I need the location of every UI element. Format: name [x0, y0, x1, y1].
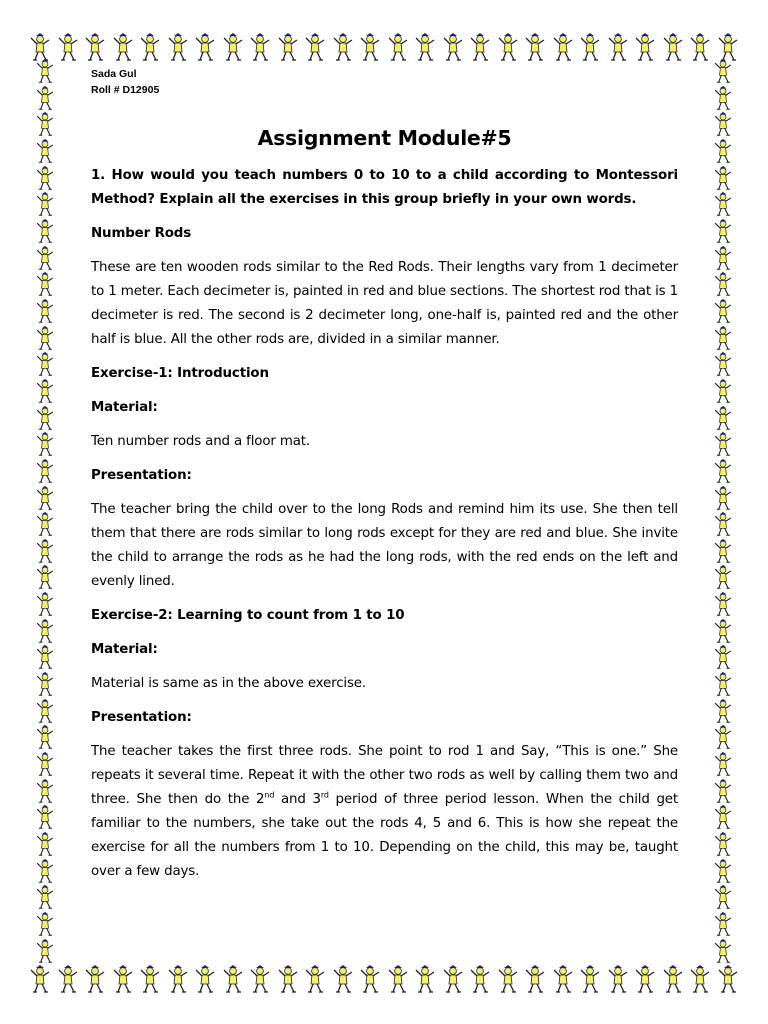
cartoon-figure-icon	[34, 804, 56, 830]
presentation-part2: and 3	[274, 792, 321, 807]
cartoon-figure-icon	[34, 431, 56, 457]
exercise1-presentation-text: The teacher bring the child over to the long Rods and remind him its use. She then tell them that there are rods similar to long rods except for they are red and blue. She invite the child to arrange the rods as he had the long rods, with the red ends on the left and evenly lined.	[91, 502, 678, 589]
cartoon-figure-icon	[34, 564, 56, 590]
superscript-nd: nd	[264, 790, 275, 800]
cartoon-figure-icon	[138, 32, 162, 62]
cartoon-figure-icon	[712, 111, 734, 137]
exercise2-presentation-text	[91, 740, 678, 884]
cartoon-figure-icon	[221, 964, 245, 994]
cartoon-figure-icon	[712, 351, 734, 377]
cartoon-figure-icon	[386, 964, 410, 994]
exercise1-material-label: Material:	[91, 400, 158, 415]
exercise1-material-text: Ten number rods and a floor mat.	[91, 434, 310, 449]
cartoon-figure-icon	[34, 751, 56, 777]
cartoon-figure-icon	[712, 564, 734, 590]
cartoon-figure-icon	[712, 85, 734, 111]
border-right	[708, 58, 738, 964]
cartoon-figure-icon	[551, 964, 575, 994]
cartoon-figure-icon	[166, 32, 190, 62]
cartoon-figure-icon	[712, 245, 734, 271]
cartoon-figure-icon	[34, 884, 56, 910]
cartoon-figure-icon	[303, 964, 327, 994]
cartoon-figure-icon	[83, 32, 107, 62]
cartoon-figure-icon	[248, 964, 272, 994]
cartoon-figure-icon	[712, 884, 734, 910]
cartoon-figure-icon	[441, 964, 465, 994]
cartoon-figure-icon	[34, 458, 56, 484]
cartoon-figure-icon	[386, 32, 410, 62]
cartoon-figure-icon	[34, 778, 56, 804]
border-top	[28, 30, 740, 64]
cartoon-figure-icon	[712, 804, 734, 830]
cartoon-figure-icon	[34, 511, 56, 537]
cartoon-figure-icon	[712, 538, 734, 564]
cartoon-figure-icon	[34, 298, 56, 324]
cartoon-figure-icon	[578, 32, 602, 62]
cartoon-figure-icon	[712, 644, 734, 670]
cartoon-figure-icon	[633, 964, 657, 994]
cartoon-figure-icon	[712, 751, 734, 777]
cartoon-figure-icon	[276, 964, 300, 994]
cartoon-figure-icon	[468, 964, 492, 994]
cartoon-figure-icon	[712, 218, 734, 244]
cartoon-figure-icon	[712, 778, 734, 804]
cartoon-figure-icon	[34, 831, 56, 857]
cartoon-figure-icon	[712, 511, 734, 537]
cartoon-figure-icon	[712, 165, 734, 191]
cartoon-figure-icon	[193, 32, 217, 62]
presentation-part1: The teacher takes the first three rods. She point to rod 1 and Say, “This is one.” She repeats it several time. Repeat it with the other two rods as well by calling them two and three. She then do the 2	[91, 744, 678, 807]
intro-paragraph: These are ten wooden rods similar to the Red Rods. Their lengths vary from 1 decimeter to 1 meter. Each decimeter is, painted in red and blue sections. The shortest rod that is 1 decimeter is red. The second is 2 decimeter long, one-half is, painted red and the other half is blue. All the other rods are, divided in a similar manner.	[91, 260, 678, 347]
cartoon-figure-icon	[712, 938, 734, 964]
cartoon-figure-icon	[712, 58, 734, 84]
cartoon-figure-icon	[661, 32, 685, 62]
cartoon-figure-icon	[712, 298, 734, 324]
cartoon-figure-icon	[111, 964, 135, 994]
cartoon-figure-icon	[716, 964, 740, 994]
cartoon-figure-icon	[413, 964, 437, 994]
cartoon-figure-icon	[34, 538, 56, 564]
superscript-rd: rd	[320, 790, 329, 800]
cartoon-figure-icon	[712, 591, 734, 617]
cartoon-figure-icon	[34, 485, 56, 511]
cartoon-figure-icon	[34, 644, 56, 670]
section-heading: Number Rods	[91, 226, 192, 241]
cartoon-figure-icon	[34, 325, 56, 351]
cartoon-figure-icon	[34, 165, 56, 191]
cartoon-figure-icon	[606, 964, 630, 994]
cartoon-figure-icon	[712, 431, 734, 457]
exercise2-presentation-label: Presentation:	[91, 710, 192, 725]
cartoon-figure-icon	[276, 32, 300, 62]
cartoon-figure-icon	[578, 964, 602, 994]
cartoon-figure-icon	[248, 32, 272, 62]
cartoon-figure-icon	[661, 964, 685, 994]
cartoon-figure-icon	[633, 32, 657, 62]
cartoon-figure-icon	[34, 405, 56, 431]
cartoon-figure-icon	[712, 911, 734, 937]
cartoon-figure-icon	[523, 964, 547, 994]
question: 1. How would you teach numbers 0 to 10 to a child according to Montessori Method? Explain all the exercises in this group briefly in your own words.	[91, 168, 678, 207]
cartoon-figure-icon	[193, 964, 217, 994]
cartoon-figure-icon	[34, 724, 56, 750]
exercise1-presentation-label: Presentation:	[91, 468, 192, 483]
cartoon-figure-icon	[688, 964, 712, 994]
cartoon-figure-icon	[34, 111, 56, 137]
document-body	[91, 66, 678, 894]
cartoon-figure-icon	[34, 938, 56, 964]
cartoon-figure-icon	[34, 858, 56, 884]
cartoon-figure-icon	[358, 32, 382, 62]
cartoon-figure-icon	[712, 378, 734, 404]
cartoon-figure-icon	[551, 32, 575, 62]
cartoon-figure-icon	[34, 85, 56, 111]
cartoon-figure-icon	[34, 378, 56, 404]
cartoon-figure-icon	[468, 32, 492, 62]
cartoon-figure-icon	[606, 32, 630, 62]
cartoon-figure-icon	[712, 618, 734, 644]
cartoon-figure-icon	[712, 831, 734, 857]
cartoon-figure-icon	[34, 671, 56, 697]
cartoon-figure-icon	[111, 32, 135, 62]
cartoon-figure-icon	[496, 964, 520, 994]
cartoon-figure-icon	[56, 964, 80, 994]
cartoon-figure-icon	[712, 191, 734, 217]
cartoon-figure-icon	[34, 191, 56, 217]
border-left	[30, 58, 60, 964]
cartoon-figure-icon	[441, 32, 465, 62]
page-title: Assignment Module#5	[257, 126, 512, 150]
cartoon-figure-icon	[712, 485, 734, 511]
cartoon-figure-icon	[28, 964, 52, 994]
cartoon-figure-icon	[712, 671, 734, 697]
cartoon-figure-icon	[413, 32, 437, 62]
cartoon-figure-icon	[34, 618, 56, 644]
author-name: Sada Gul	[91, 68, 137, 80]
cartoon-figure-icon	[303, 32, 327, 62]
cartoon-figure-icon	[221, 32, 245, 62]
cartoon-figure-icon	[331, 964, 355, 994]
cartoon-figure-icon	[34, 138, 56, 164]
cartoon-figure-icon	[166, 964, 190, 994]
cartoon-figure-icon	[34, 218, 56, 244]
cartoon-figure-icon	[523, 32, 547, 62]
exercise2-heading: Exercise-2: Learning to count from 1 to 10	[91, 608, 405, 623]
cartoon-figure-icon	[712, 325, 734, 351]
exercise2-material-text: Material is same as in the above exercise.	[91, 676, 367, 691]
cartoon-figure-icon	[712, 138, 734, 164]
cartoon-figure-icon	[138, 964, 162, 994]
cartoon-figure-icon	[34, 351, 56, 377]
exercise2-material-label: Material:	[91, 642, 158, 657]
cartoon-figure-icon	[712, 858, 734, 884]
cartoon-figure-icon	[83, 964, 107, 994]
cartoon-figure-icon	[34, 698, 56, 724]
cartoon-figure-icon	[712, 458, 734, 484]
cartoon-figure-icon	[712, 405, 734, 431]
border-bottom	[28, 962, 740, 996]
cartoon-figure-icon	[331, 32, 355, 62]
cartoon-figure-icon	[34, 58, 56, 84]
cartoon-figure-icon	[34, 245, 56, 271]
presentation-part3: period of three period lesson. When the child get familiar to the numbers, she take out the rods 4, 5 and 6. This is how she repeat the exercise for all the numbers from 1 to 10. Depending on the child, this may be, taught over a few days.	[91, 792, 678, 879]
cartoon-figure-icon	[496, 32, 520, 62]
cartoon-figure-icon	[712, 271, 734, 297]
cartoon-figure-icon	[34, 591, 56, 617]
cartoon-figure-icon	[34, 271, 56, 297]
cartoon-figure-icon	[34, 911, 56, 937]
cartoon-figure-icon	[358, 964, 382, 994]
exercise1-heading: Exercise-1: Introduction	[91, 366, 269, 381]
cartoon-figure-icon	[712, 698, 734, 724]
cartoon-figure-icon	[712, 724, 734, 750]
roll-number: Roll # D12905	[91, 84, 160, 96]
